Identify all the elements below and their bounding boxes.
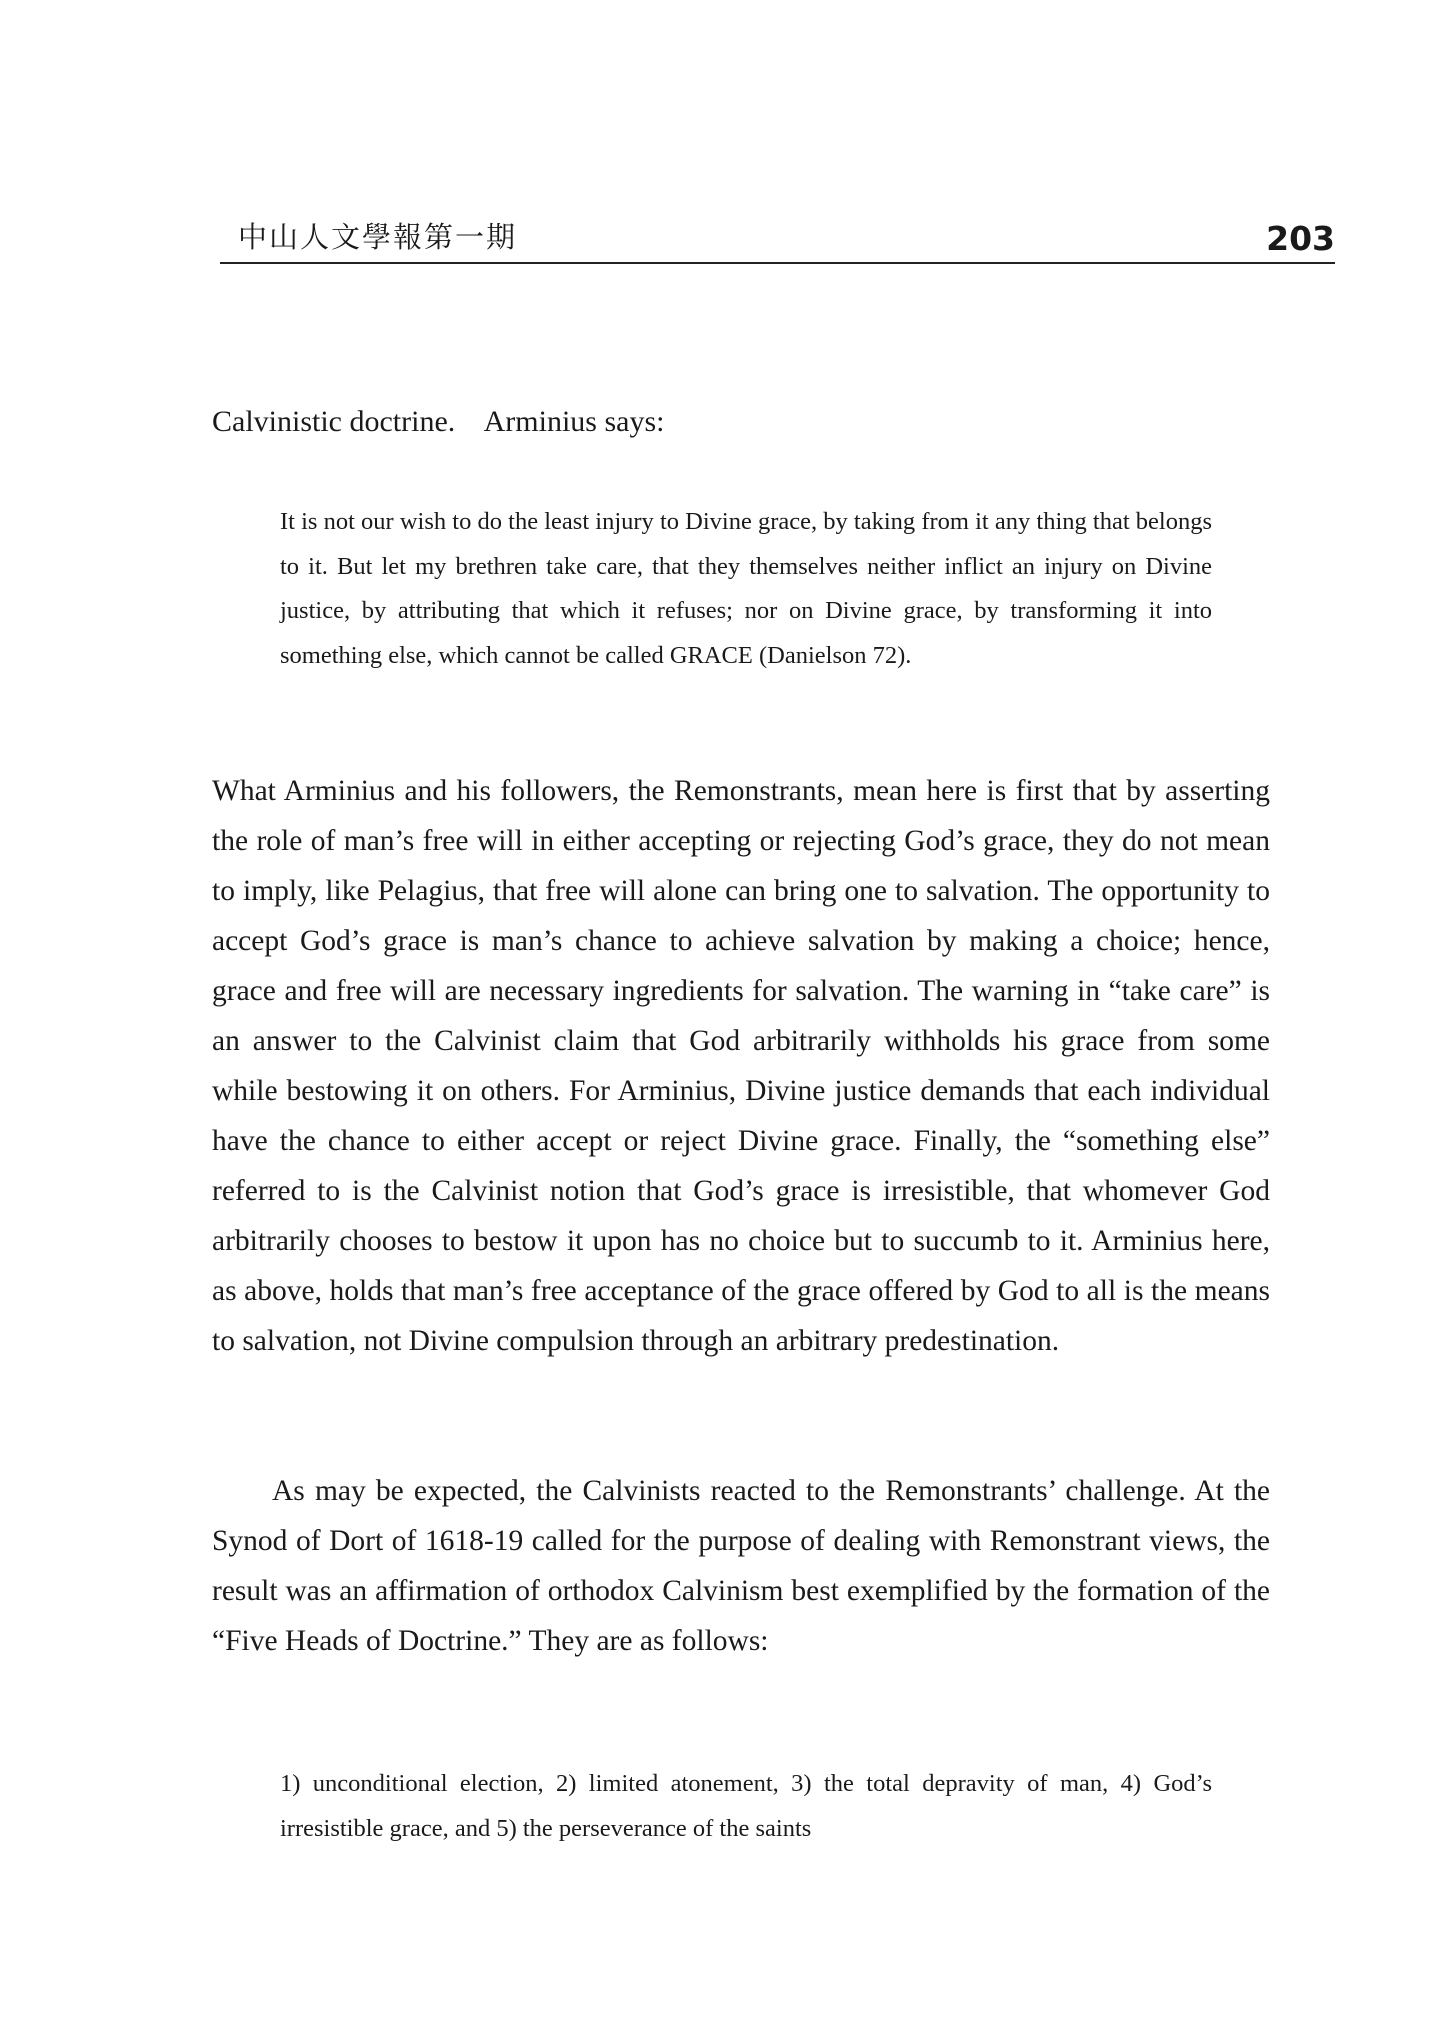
running-header [220, 212, 1335, 264]
page-number: 203 [1266, 219, 1335, 258]
journal-title: 中山人文學報第一期 [238, 220, 518, 254]
block-quote-arminius: It is not our wish to do the least injury to Divine grace, by taking from it any thing that belongs to it. But let my brethren take care, that they themselves neither inflict an injury on Divine justice, by attributing that which it refuses; nor on Divine grace, by transforming it into something else, which cannot be called GRACE (Danielson 72). [280, 508, 1212, 669]
block-quote-five-heads: 1) unconditional election, 2) limited atonement, 3) the total depravity of man, 4) God’s irresistible grace, and 5) the perseverance of the saints [280, 1770, 1212, 1842]
body-paragraph-1: What Arminius and his followers, the Remonstrants, mean here is first that by asserting the role of man’s free will in either accepting or rejecting God’s grace, they do not mean to imply, like Pelagius, that free will alone can bring one to salvation. The opportunity to accept God’s grace is man’s chance to achieve salvation by making a choice; hence, grace and free will are necessary ingredients for salvation. The warning in “take care” is an answer to the Calvinist claim that God arbitrarily withholds his grace from some while bestowing it on others. For Arminius, Divine justice demands that each individual have the chance to either accept or reject Divine grace. Finally, the “something else” referred to is the Calvinist notion that God’s grace is irresistible, that whomever God arbitrarily chooses to bestow it upon has no choice but to succumb to it. Arminius here, as above, holds that man’s free acceptance of the grace offered by God to all is the means to salvation, not Divine compulsion through an arbitrary predestination. [212, 775, 1270, 1357]
body-paragraph-2: As may be expected, the Calvinists reacted to the Remonstrants’ challenge. At the Synod of Dort of 1618-19 called for the purpose of dealing with Remonstrant views, the result was an affirmation of orthodox Calvinism best exemplified by the formation of the “Five Heads of Doctrine.” They are as follows: [212, 1475, 1270, 1657]
lead-line: Calvinistic doctrine. Arminius says: [212, 405, 665, 438]
